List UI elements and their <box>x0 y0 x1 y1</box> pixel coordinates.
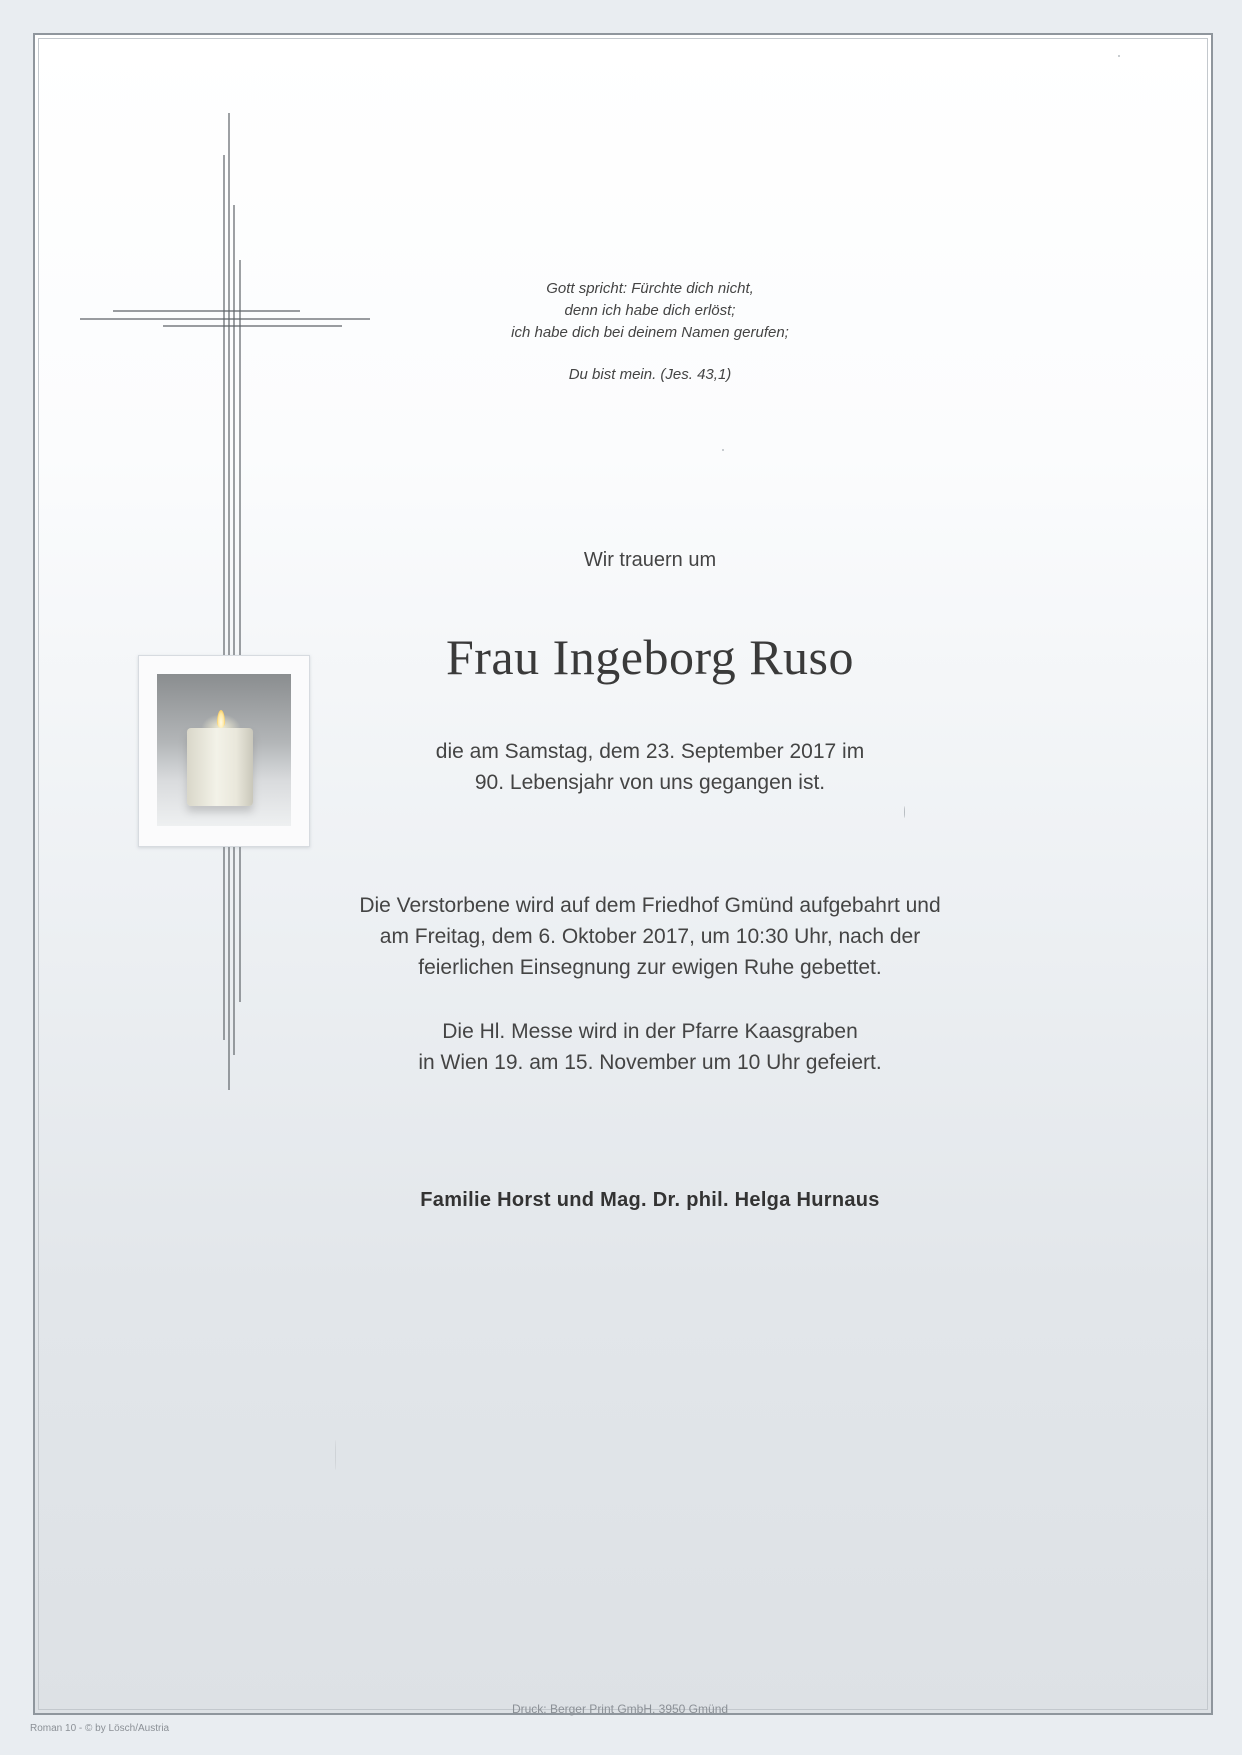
quote-reference: Du bist mein. (Jes. 43,1) <box>568 366 732 383</box>
burial-line: feierlichen Einsegnung zur ewigen Ruhe gebettet. <box>418 956 882 979</box>
mass-line: Die Hl. Messe wird in der Pfarre Kaasgraben <box>442 1020 858 1043</box>
death-line: 90. Lebensjahr von uns gegangen ist. <box>474 771 826 794</box>
candle-photo <box>157 674 291 826</box>
mass-notice <box>300 1016 1000 1078</box>
quote-line: ich habe dich bei deinem Namen gerufen; <box>511 324 789 341</box>
burial-line: am Freitag, dem 6. Oktober 2017, um 10:30 Uhr, nach der <box>379 925 921 948</box>
flame-icon <box>217 710 225 728</box>
design-credit: Roman 10 - © by Lösch/Austria <box>30 1723 170 1734</box>
burial-line: Die Verstorbene wird auf dem Friedhof Gmünd aufgebahrt und <box>359 894 941 917</box>
death-notice <box>300 736 1000 798</box>
candle-photo-frame <box>138 655 310 847</box>
bible-quote <box>300 278 1000 386</box>
quote-line: Gott spricht: Fürchte dich nicht, <box>546 280 754 297</box>
quote-line: denn ich habe dich erlöst; <box>564 302 736 319</box>
death-line: die am Samstag, dem 23. September 2017 im <box>435 740 865 763</box>
printer-imprint: Druck: Berger Print GmbH, 3950 Gmünd <box>511 1702 729 1716</box>
candle-icon <box>187 728 253 806</box>
deceased-name: Frau Ingeborg Ruso <box>445 629 855 685</box>
mourning-intro: Wir trauern um <box>583 549 717 571</box>
mass-line: in Wien 19. am 15. November um 10 Uhr gefeiert. <box>418 1051 882 1074</box>
burial-notice <box>300 890 1000 983</box>
family-signature: Familie Horst und Mag. Dr. phil. Helga Hurnaus <box>420 1189 880 1211</box>
